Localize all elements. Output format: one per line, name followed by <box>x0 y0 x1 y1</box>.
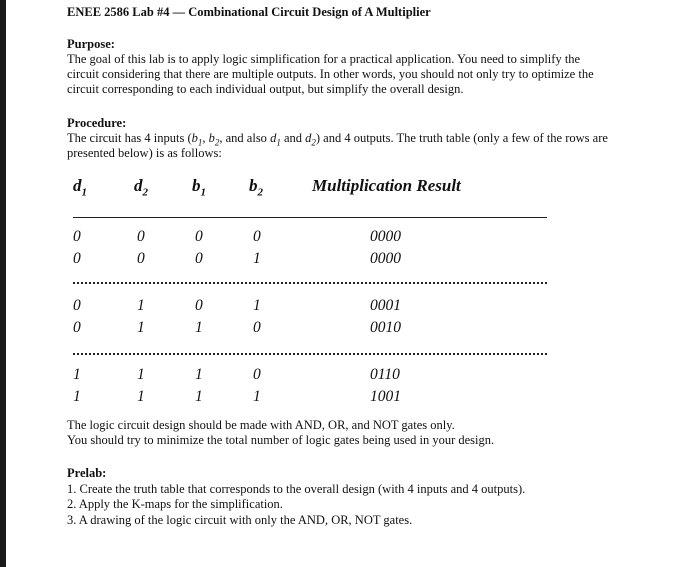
prelab-heading: Prelab: <box>67 466 107 480</box>
cell-r4-result: 0010 <box>370 319 401 336</box>
header-d1: $d_1$ <box>73 176 87 199</box>
purpose-line-1: The goal of this lab is to apply logic simplification for a practical application. You need to simplify the <box>67 52 581 66</box>
dotted-separator-2 <box>73 353 547 355</box>
header-d2: $d_2$ <box>134 176 148 199</box>
header-result: Multiplication Result <box>312 176 461 195</box>
procedure-line-2: presented below) is as follows: <box>67 146 222 160</box>
left-border <box>0 0 6 567</box>
var-d2: $d_2$ <box>305 131 316 148</box>
cell-r4-b1: 1 <box>195 319 203 336</box>
cell-r1-result: 0000 <box>370 228 401 245</box>
cell-r6-d2: 1 <box>137 388 145 405</box>
cell-r2-result: 0000 <box>370 250 401 267</box>
prelab-item-3: 3. A drawing of the logic circuit with only the AND, OR, NOT gates. <box>67 513 413 527</box>
cell-r2-d2: 0 <box>137 250 145 267</box>
cell-r3-d2: 1 <box>137 297 145 314</box>
cell-r5-d2: 1 <box>137 366 145 383</box>
cell-r1-d2: 0 <box>137 228 145 245</box>
purpose-heading: Purpose: <box>67 37 115 51</box>
var-d1: $d_1$ <box>270 131 281 148</box>
cell-r6-result: 1001 <box>370 388 401 405</box>
cell-r4-d2: 1 <box>137 319 145 336</box>
note-line-2: You should try to minimize the total number of logic gates being used in your design. <box>67 433 495 447</box>
cell-r6-b1: 1 <box>195 388 203 405</box>
header-b2: $b_2$ <box>249 176 263 199</box>
cell-r5-b2: 0 <box>253 366 261 383</box>
var-b1: $b_1$ <box>191 131 203 148</box>
prelab-item-1: 1. Create the truth table that corresponds to the overall design (with 4 inputs and 4 outputs). <box>67 482 526 496</box>
cell-r6-d1: 1 <box>73 388 81 405</box>
cell-r4-d1: 0 <box>73 319 81 336</box>
header-rule <box>73 217 547 218</box>
prelab-item-2: 2. Apply the K-maps for the simplification. <box>67 497 283 511</box>
cell-r1-b2: 0 <box>253 228 261 245</box>
var-b2: $b_2$ <box>208 131 220 148</box>
cell-r2-b1: 0 <box>195 250 203 267</box>
cell-r2-d1: 0 <box>73 250 81 267</box>
procedure-heading: Procedure: <box>67 116 127 130</box>
cell-r5-d1: 1 <box>73 366 81 383</box>
purpose-line-2: circuit considering that there are multiple outputs. In other words, you should not only try to optimize the <box>67 67 594 81</box>
document-title: ENEE 2586 Lab #4 — Combinational Circuit Design of A Multiplier <box>67 5 431 19</box>
cell-r3-b1: 0 <box>195 297 203 314</box>
cell-r1-d1: 0 <box>73 228 81 245</box>
cell-r3-result: 0001 <box>370 297 401 314</box>
cell-r4-b2: 0 <box>253 319 261 336</box>
note-line-1: The logic circuit design should be made with AND, OR, and NOT gates only. <box>67 418 455 432</box>
cell-r3-b2: 1 <box>253 297 261 314</box>
cell-r2-b2: 1 <box>253 250 261 267</box>
cell-r5-result: 0110 <box>370 366 400 383</box>
cell-r6-b2: 1 <box>253 388 261 405</box>
cell-r3-d1: 0 <box>73 297 81 314</box>
cell-r5-b1: 1 <box>195 366 203 383</box>
dotted-separator-1 <box>73 282 547 284</box>
purpose-line-3: circuit corresponding to each individual output, but simplify the overall design. <box>67 82 464 96</box>
header-b1: $b_1$ <box>192 176 206 199</box>
procedure-line-1: The circuit has 4 inputs ($b_1$, $b_2$, and also $d_1$ and $d_2$) and 4 outputs. The truth table (only a few of the rows are <box>67 131 608 148</box>
cell-r1-b1: 0 <box>195 228 203 245</box>
